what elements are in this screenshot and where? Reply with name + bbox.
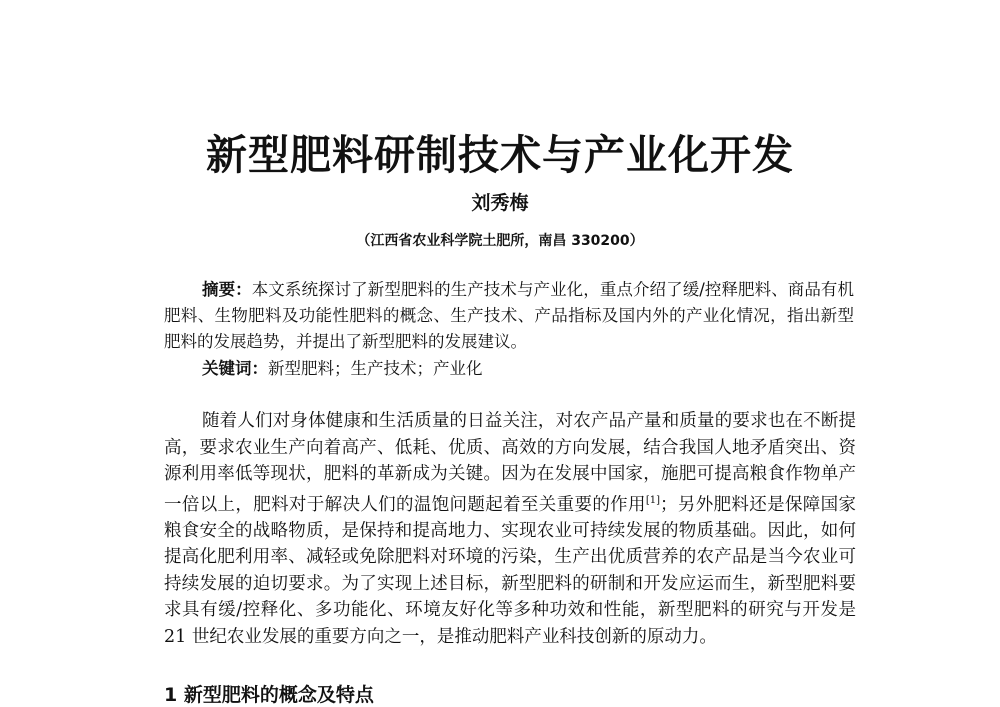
keywords [164, 356, 854, 382]
body-text-part2: ；另外肥料还是保障国家粮食安全的战略物质，是保持和提高地力、实现农业可持续发展的物质基础。因此，如何提高化肥利用率、减轻或免除肥料对环境的污染，生产出优质营养的农产品是当今农业可持续发展的迫切要求。为了实现上述目标，新型肥料的研制和开发应运而生，新型肥料要求具有缓/控释化、多功能化、环境友好化等多种功效和性能，新型肥料的研究与开发是 21 世纪农业发展的重要方向之一，是推动肥料产业科技创新的原动力。 [164, 494, 856, 647]
abstract-text: 本文系统探讨了新型肥料的生产技术与产业化，重点介绍了缓/控释肥料、商品有机肥料、生物肥料及功能性肥料的概念、生产技术、产品指标及国内外的产业化情况，指出新型肥料的发展趋势，并提出了新型肥料的发展建议。 [164, 280, 855, 351]
abstract-label: 摘要： [202, 280, 252, 299]
section-heading: 1 新型肥料的概念及特点 [164, 684, 374, 706]
author-name: 刘秀梅 [471, 192, 529, 214]
citation-ref: [1] [645, 494, 661, 506]
keywords-label: 关键词： [202, 359, 268, 378]
paper-title: 新型肥料研制技术与产业化开发 [206, 131, 794, 179]
author-affiliation: （江西省农业科学院土肥所，南昌 330200） [356, 233, 644, 249]
keywords-text: 新型肥料；生产技术；产业化 [268, 359, 483, 378]
abstract [164, 277, 854, 355]
body-paragraph [164, 408, 856, 650]
body-text-part1: 随着人们对身体健康和生活质量的日益关注，对农产品产量和质量的要求也在不断提高，要求农业生产向着高产、低耗、优质、高效的方向发展，结合我国人地矛盾突出、资源利用率低等现状，肥料的革新成为关键。因为在发展中国家，施肥可提高粮食作物单产一倍以上，肥料对于解决人们的温饱问题起着至关重要的作用 [164, 411, 856, 515]
